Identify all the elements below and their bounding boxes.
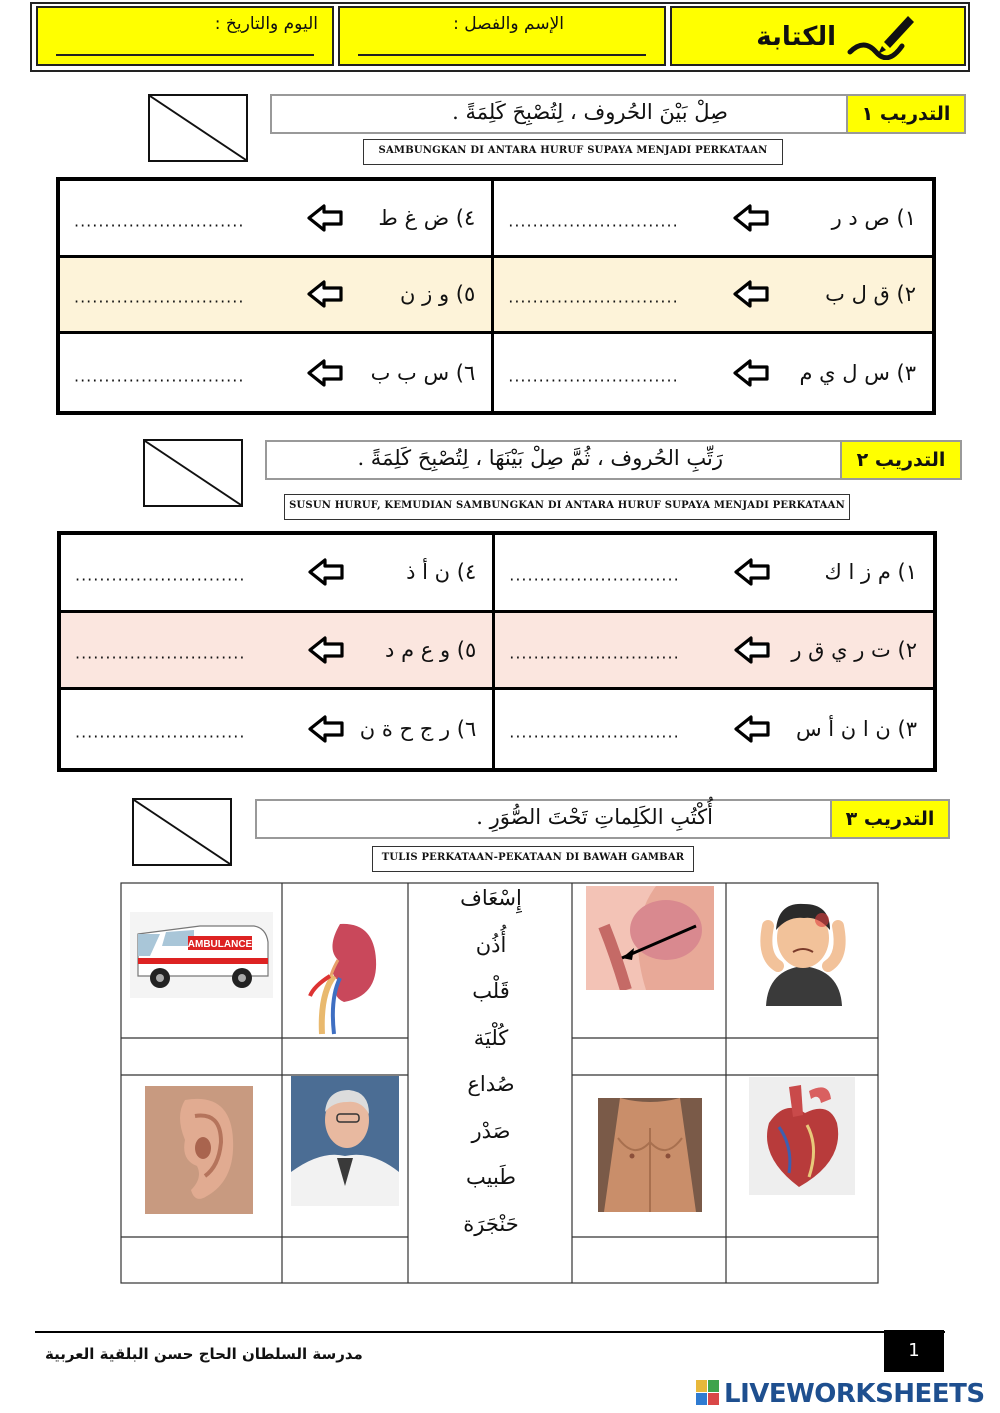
- name-field-box: [338, 6, 666, 66]
- left-arrow-icon: [307, 635, 345, 665]
- word-bank: [410, 875, 572, 1247]
- exercise2-cell-3: [495, 690, 933, 768]
- kidney-image: [300, 916, 386, 1036]
- date-input-line[interactable]: [56, 54, 314, 56]
- title-box: [670, 6, 966, 66]
- pen-icon: [844, 12, 918, 60]
- exercise-grid-2: [57, 531, 937, 772]
- answer-blank[interactable]: ............................: [508, 287, 679, 307]
- answer-blank[interactable]: ............................: [75, 643, 246, 663]
- word-bank-item: حَنْجَرَة: [463, 1211, 519, 1236]
- answer-cell-throat[interactable]: [574, 1039, 726, 1074]
- answer-blank[interactable]: ............................: [509, 722, 680, 742]
- page-title: الكتابة: [756, 22, 836, 52]
- left-arrow-icon: [733, 635, 771, 665]
- exercise-tag-1: التدريب ١: [846, 94, 966, 134]
- left-arrow-icon: [733, 714, 771, 744]
- left-arrow-icon: [307, 557, 345, 587]
- exercise2-cell-4: [61, 535, 495, 613]
- date-label: اليوم والتاريخ :: [214, 14, 318, 34]
- left-arrow-icon: [733, 557, 771, 587]
- left-arrow-icon: [732, 203, 770, 233]
- letter-group: ٣) س ل ي م: [799, 360, 916, 385]
- exercise1-cell-5: [60, 258, 494, 335]
- answer-cell-kidney[interactable]: [284, 1039, 408, 1074]
- left-arrow-icon: [307, 714, 345, 744]
- letter-group: ٢) ت ر ي ق ر: [791, 637, 917, 662]
- heart-image: [749, 1077, 855, 1195]
- left-arrow-icon: [306, 358, 344, 388]
- exercise1-cell-1: [494, 181, 932, 258]
- left-arrow-icon: [306, 279, 344, 309]
- ambulance-image: [130, 912, 273, 998]
- letter-group: ١) ص د ر: [831, 205, 916, 230]
- answer-cell-chest[interactable]: [574, 1238, 726, 1283]
- exercise1-cell-2: [494, 258, 932, 335]
- exercise-grid-1: [56, 177, 936, 415]
- instruction-1: صِلْ بَيْنَ الحُروف ، لِتُصْبِحَ كَلِمَةً .: [270, 94, 850, 134]
- letter-group: ٣) ن ا ن أ س: [795, 717, 917, 742]
- translation-3: TULIS PERKATAAN-PEKATAAN DI BAWAH GAMBAR: [372, 846, 694, 872]
- letter-group: ٢) ق ل ب: [825, 282, 916, 307]
- answer-cell-heart[interactable]: [728, 1238, 878, 1283]
- footer-divider: [35, 1331, 945, 1333]
- letter-group: ٦) ر ج ح ة ن: [359, 717, 477, 742]
- left-arrow-icon: [306, 203, 344, 233]
- word-bank-item: كُلْيَة: [473, 1025, 509, 1050]
- word-bank-item: قَلْب: [472, 979, 510, 1003]
- answer-cell-doctor[interactable]: [284, 1238, 408, 1283]
- answer-cell-ear[interactable]: [122, 1238, 282, 1283]
- exercise2-cell-2: [495, 613, 933, 691]
- svg-text:AMBULANCE: AMBULANCE: [187, 939, 253, 950]
- word-bank-item: صُداع: [467, 1072, 515, 1096]
- word-bank-item: طَبيب: [465, 1165, 516, 1189]
- answer-blank[interactable]: ............................: [75, 565, 246, 585]
- translation-1: SAMBUNGKAN DI ANTARA HURUF SUPAYA MENJADI PERKATAAN: [363, 139, 783, 165]
- letter-group: ٤) ض غ ط: [378, 205, 476, 230]
- letter-group: ١) م ز ا ك: [824, 560, 917, 585]
- left-arrow-icon: [732, 358, 770, 388]
- exercise2-cell-1: [495, 535, 933, 613]
- name-input-line[interactable]: [358, 54, 646, 56]
- exercise1-cell-6: [60, 334, 494, 411]
- answer-cell-ambulance[interactable]: [122, 1039, 282, 1074]
- letter-group: ٦) س ب ب: [370, 360, 476, 385]
- answer-blank[interactable]: ............................: [509, 643, 680, 663]
- throat-image: [586, 886, 714, 990]
- translation-2: SUSUN HURUF, KEMUDIAN SAMBUNGKAN DI ANTARA HURUF SUPAYA MENJADI PERKATAAN: [284, 494, 850, 520]
- exercise2-cell-6: [61, 690, 495, 768]
- score-box-2: [143, 439, 243, 507]
- exercise1-cell-4: [60, 181, 494, 258]
- answer-blank[interactable]: ............................: [508, 366, 679, 386]
- answer-cell-headache[interactable]: [728, 1039, 878, 1074]
- school-name: مدرسة السلطان الحاج حسن البلقية العربية: [45, 1345, 363, 1363]
- exercise2-cell-5: [61, 613, 495, 691]
- score-box-1: [148, 94, 248, 162]
- doctor-image: [291, 1076, 399, 1206]
- answer-blank[interactable]: ............................: [75, 722, 246, 742]
- date-field-box: [36, 6, 334, 66]
- word-bank-item: صَدْر: [471, 1118, 511, 1143]
- letter-group: ٤) ن أ ذ: [406, 560, 477, 585]
- answer-blank[interactable]: ............................: [74, 366, 245, 386]
- answer-blank[interactable]: ............................: [508, 211, 679, 231]
- page-number: 1: [884, 1330, 944, 1372]
- exercise-tag-3: التدريب ٣: [830, 799, 950, 839]
- ear-image: [145, 1086, 253, 1214]
- word-bank-item: إِسْعَاف: [460, 886, 522, 910]
- instruction-2: رَتِّبِ الحُروف ، ثُمَّ صِلْ بَيْنَهَا ، لِتُصْبِحَ كَلِمَةً .: [265, 440, 845, 480]
- exercise-tag-2: التدريب ٢: [840, 440, 962, 480]
- liveworksheets-logo-icon: [696, 1380, 720, 1406]
- letter-group: ٥) و ز ن: [400, 282, 476, 307]
- headache-image: [748, 886, 858, 1006]
- left-arrow-icon: [732, 279, 770, 309]
- answer-blank[interactable]: ............................: [74, 287, 245, 307]
- exercise1-cell-3: [494, 334, 932, 411]
- score-box-3: [132, 798, 232, 866]
- answer-blank[interactable]: ............................: [74, 211, 245, 231]
- instruction-3: أُكْتُبِ الكَلِماتِ تَحْتَ الصُّوَرِ .: [255, 799, 835, 839]
- letter-group: ٥) و ع م د: [385, 637, 477, 662]
- chest-image: [598, 1098, 702, 1212]
- word-bank-item: أُذُن: [475, 932, 507, 957]
- answer-blank[interactable]: ............................: [509, 565, 680, 585]
- name-label: الإسم والفصل :: [453, 14, 564, 34]
- liveworksheets-brand: LIVEWORKSHEETS: [724, 1379, 985, 1409]
